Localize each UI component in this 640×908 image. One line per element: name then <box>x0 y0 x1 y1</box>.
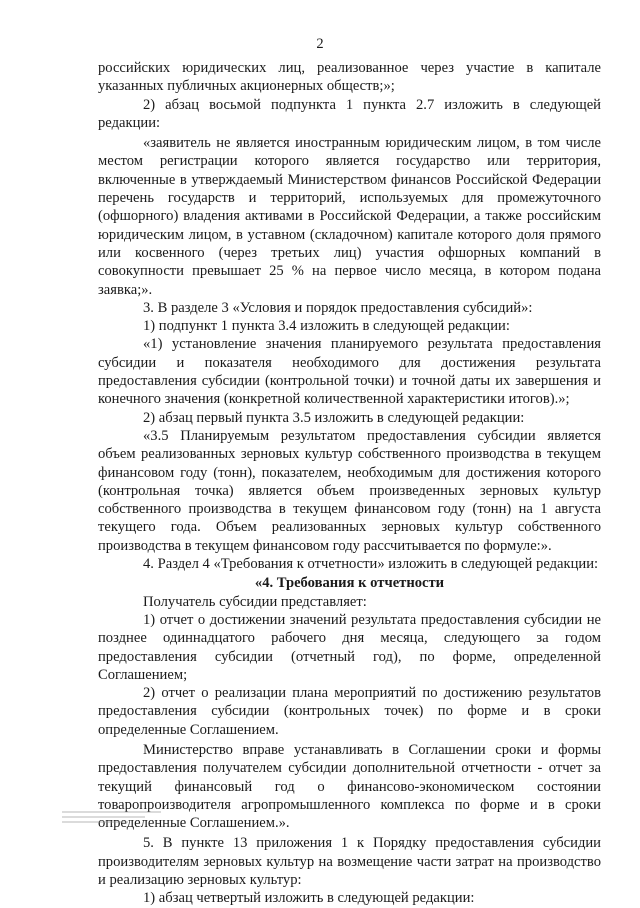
faded-stamp-mark <box>62 808 172 844</box>
paragraph-item-5: 5. В пункте 13 приложения 1 к Порядку предоставления субсидии производителям зерновых культур на возмещение части затрат на производство и реализацию зерновых культур: <box>98 835 601 889</box>
paragraph-quote-3-5: «3.5 Планируемым результатом предоставления субсидии является объем реализованных зерновых культур собственного производства в текущем финансовом году (тонн), показателем, необходимым для достижения которого (контрольная точка) является объем произведенных зерновых культур собственного производства в текущем финансовом году (тонн) на 1 августа текущего года. Объем реализованных зерновых культур собственного производства в текущем финансовом году рассчитывается по формуле:». <box>98 427 601 554</box>
paragraph-report-2: 2) отчет о реализации плана мероприятий по достижению результатов предоставления субсидии (контрольных точек) по форме и в сроки определенные Соглашением. <box>98 685 601 738</box>
paragraph-section-4: 4. Раздел 4 «Требования к отчетности» изложить в следующей редакции: <box>143 556 599 573</box>
paragraph-section-3: 3. В разделе 3 «Условия и порядок предоставления субсидий»: <box>143 299 533 316</box>
paragraph-ministry: Министерство вправе устанавливать в Соглашении сроки и формы предоставления получателем субсидии дополнительной отчетности - отчет за текущий финансовый год о финансово-экономическом состоянии товаропроизводителя агропромышленного комплекса по форме и в сроки определенные Соглашением.». <box>98 741 601 832</box>
paragraph-amendment-2-7: 2) абзац восьмой подпункта 1 пункта 2.7 изложить в следующей редакции: <box>98 96 601 131</box>
paragraph-subitem-3-4: 1) подпункт 1 пункта 3.4 изложить в следующей редакции: <box>143 318 510 335</box>
paragraph-item-5-1: 1) абзац четвертый изложить в следующей редакции: <box>143 890 475 907</box>
paragraph-subitem-3-5: 2) абзац первый пункта 3.5 изложить в следующей редакции: <box>143 409 525 426</box>
paragraph-quote-3-4: «1) установление значения планируемого результата предоставления субсидии и показателя необходимого для достижения результата предоставления субсидии (контрольной точки) и точной даты их завершения и конечного значения (конкретной количественной характеристики итогов).»; <box>98 336 601 408</box>
document-body <box>98 59 601 908</box>
paragraph-report-1: 1) отчет о достижении значений результата предоставления субсидии не позднее одиннадцатого рабочего дня месяца, следующего за годом предоставления субсидии (отчетный год), по форме, определенной Соглашением; <box>98 611 601 683</box>
paragraph-quote-applicant: «заявитель не является иностранным юридическим лицом, в том числе местом регистрации которого является государство или территория, включенные в утверждаемый Министерством финансов Российской Федерации перечень государств и территорий, используемых для промежуточного (офшорного) владения активами в Российской Федерации, а также российским юридическим лицом, в уставном (складочном) капитале которого доля прямого или косвенного (через третьих лиц) участия офшорных компаний в совокупности превышает 25 % на первое число месяца, в котором подана заявка;». <box>98 135 601 298</box>
paragraph-recipient: Получатель субсидии представляет: <box>143 593 367 610</box>
page-number: 2 <box>316 36 324 52</box>
section-heading: «4. Требования к отчетности <box>254 575 445 592</box>
paragraph-continuation: российских юридических лиц, реализованное через участие в капитале указанных публичных акционерных обществ;»; <box>98 60 601 95</box>
